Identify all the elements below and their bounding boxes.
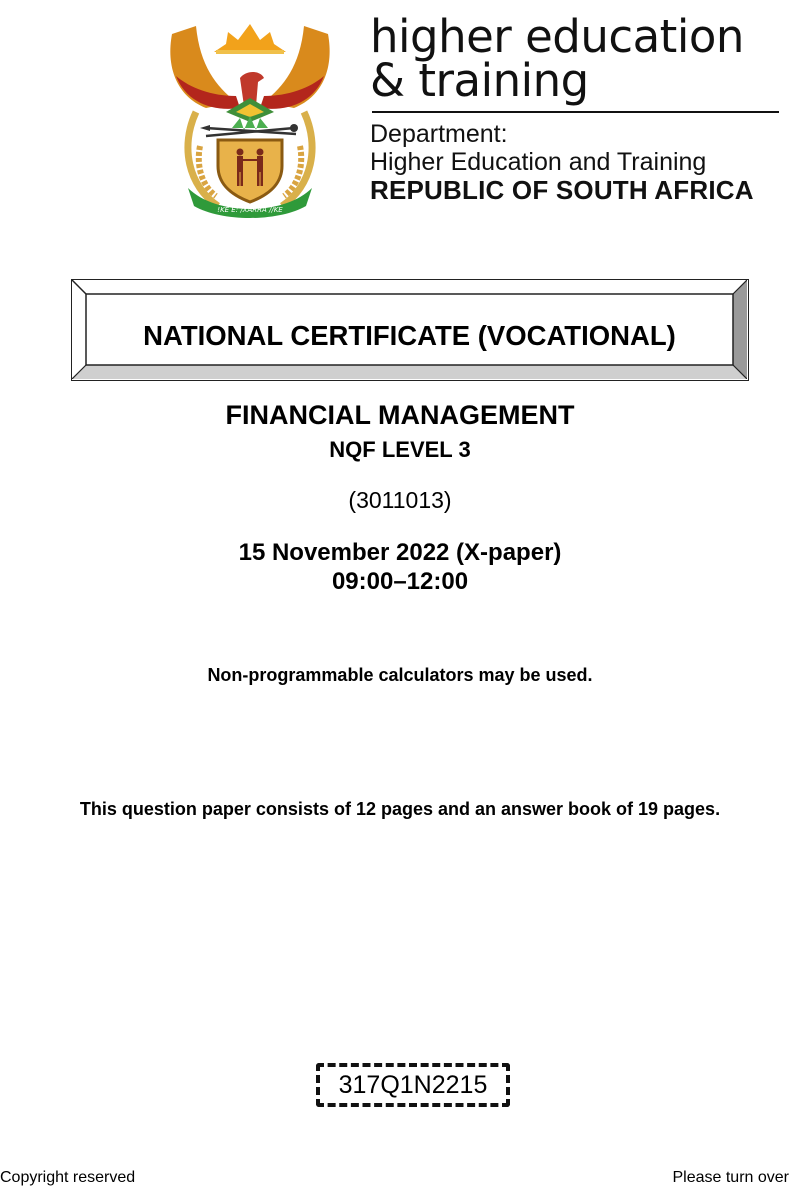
paper-code-box: 317Q1N2215 [316, 1063, 510, 1107]
certificate-banner [71, 279, 749, 381]
exam-time: 09:00–12:00 [331, 568, 469, 595]
nqf-level: NQF LEVEL 3 [329, 437, 471, 462]
coat-of-arms-logo [166, 16, 334, 220]
footer-turn-over: Please turn over [672, 1169, 789, 1186]
calculator-instruction: Non-programmable calculators may be used. [207, 665, 593, 685]
certificate-title: NATIONAL CERTIFICATE (VOCATIONAL) [143, 320, 676, 351]
page-count-instruction: This question paper consists of 12 pages and an answer book of 19 pages. [79, 799, 721, 819]
subject-code: (3011013) [348, 487, 452, 513]
exam-date: 15 November 2022 (X-paper) [238, 539, 562, 566]
department-name: Higher Education and Training [370, 148, 707, 176]
motto-text: !KE E: /XARRA //KE [217, 206, 283, 214]
header-divider [372, 111, 779, 113]
department-label: Department: [370, 120, 508, 148]
coat-of-arms-icon [166, 16, 334, 220]
subject-title: FINANCIAL MANAGEMENT [225, 400, 575, 430]
brand-title-line1: higher education [370, 10, 744, 63]
country-name: REPUBLIC OF SOUTH AFRICA [370, 175, 754, 205]
footer-copyright: Copyright reserved [0, 1169, 136, 1186]
brand-title-line2: & training [370, 54, 589, 107]
